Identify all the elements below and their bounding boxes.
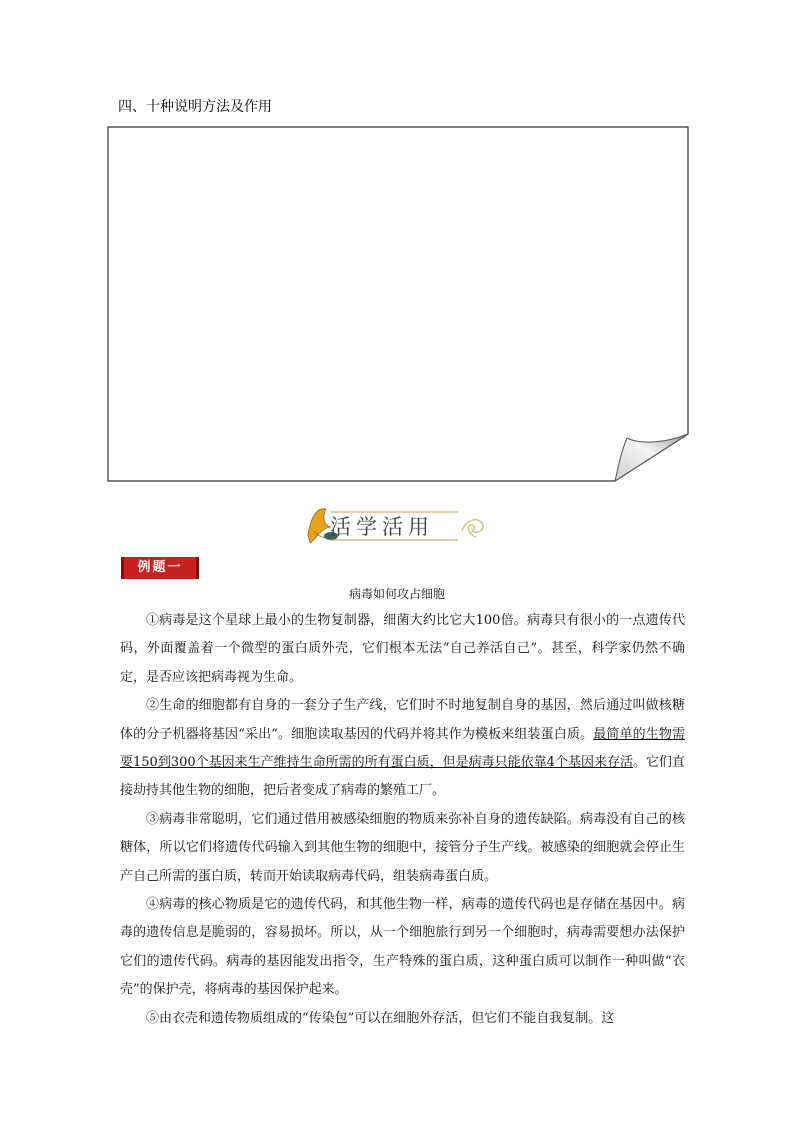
example-tag: 例题一 (121, 557, 199, 579)
cloud-icon (462, 520, 483, 537)
paragraph-1: ①病毒是这个星球上最小的生物复制器，细菌大约比它大100倍。病毒只有很小的一点遗传代码，外面覆盖着一个微型的蛋白质外壳，它们根本无法“自己养活自己”。甚至，科学家仍然不确定，是否应该把病毒视为生命。 (120, 613, 685, 685)
page-curl-frame (107, 126, 689, 482)
paragraph-4: ④病毒的核心物质是它的遗传代码，和其他生物一样，病毒的遗传代码也是存储在基因中。病毒的遗传信息是脆弱的，容易损坏。所以，从一个细胞旅行到另一个细胞时，病毒需要想办法保护它们的遗传代码。病毒的基因能发出指令，生产特殊的蛋白质，这种蛋白质可以制作一种叫做“衣壳”的保护壳，将病毒的基因保护起来。 (120, 897, 685, 998)
paragraph-5: ⑤由衣壳和遗传物质组成的“传染包”可以在细胞外存活，但它们不能自我复制。这 (146, 1010, 615, 1026)
paragraph-2 (120, 692, 685, 806)
underlined-sentence: 最简单的生物需要150到300个基因来生产维持生命所需的所有蛋白质，但是病毒只能依靠4个基因来存活 (120, 726, 685, 771)
paragraph-3: ③病毒非常聪明，它们通过借用被感染细胞的物质来弥补自身的遗传缺陷。病毒没有自己的核糖体，所以它们将遗传代码输入到其他生物的细胞中，接管分子生产线。被感染的细胞就会停止生产自己所需的蛋白质，转而开始读取病毒代码，组装病毒蛋白质。 (120, 811, 685, 884)
banner-title: 活学活用 (330, 515, 434, 539)
note-box (107, 126, 689, 482)
article-body (120, 607, 685, 1033)
article-title: 病毒如何攻占细胞 (348, 587, 445, 601)
paragraph-2-start: ②生命的细胞都有自身的一套分子生产线，它们时不时地复制自身的基因，然后通过叫做核糖体的分子机器将基因“采出”。细胞读取基因的代码并将其作为模板来组装蛋白质。 (120, 698, 685, 742)
paragraph-2-end: 。它们直接劫持其他生物的细胞，把后者变成了病毒的繁殖工厂。 (120, 755, 685, 799)
section-heading: 四、十种说明方法及作用 (118, 99, 272, 115)
